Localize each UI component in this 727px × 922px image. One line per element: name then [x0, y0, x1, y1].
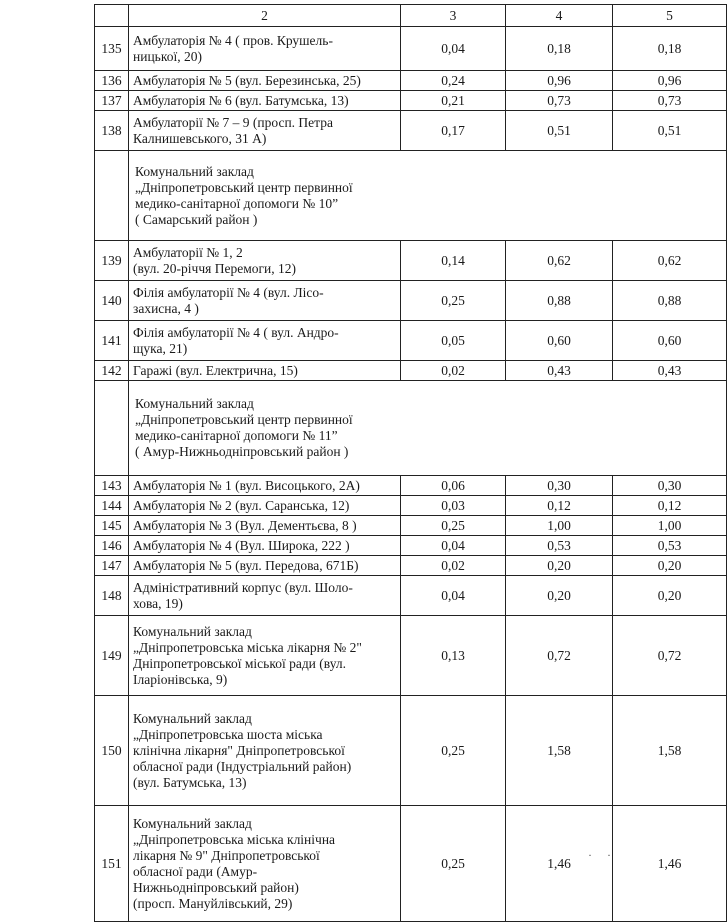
value-col-3: 0,06 [401, 476, 506, 496]
facility-name-line: „Дніпропетровська шоста міська [133, 726, 323, 742]
header-col-3: 3 [401, 5, 506, 27]
row-number: 144 [95, 496, 129, 516]
table-row [95, 576, 727, 616]
value-col-4: 0,60 [506, 321, 613, 361]
facility-name-line: Калнишевського, 31 А) [133, 130, 267, 146]
facility-name-line: Амбулаторія № 4 (Вул. Широка, 222 ) [133, 537, 350, 553]
table-row [95, 241, 727, 281]
value-col-5: 0,60 [613, 321, 727, 361]
value-col-3: 0,21 [401, 91, 506, 111]
value-col-3: 0,25 [401, 516, 506, 536]
facility-name [129, 536, 401, 556]
facility-name-line: Амбулаторія № 5 (вул. Березинська, 25) [133, 72, 361, 88]
value-col-3: 0,02 [401, 361, 506, 381]
section-title-line: ( Амур-Нижньодніпровський район ) [135, 444, 349, 459]
value-col-5: 0,88 [613, 281, 727, 321]
value-col-5: 0,30 [613, 476, 727, 496]
table-row [95, 476, 727, 496]
facility-name [129, 556, 401, 576]
row-number: 143 [95, 476, 129, 496]
facility-name-line: Амбулаторії № 1, 2 [133, 244, 243, 260]
document-sheet [94, 4, 726, 922]
facility-name-line: Філія амбулаторії № 4 ( вул. Андро- [133, 324, 339, 340]
facility-name-line: Філія амбулаторії № 4 (вул. Лісо- [133, 284, 324, 300]
facility-name-line: Амбулаторія № 5 (вул. Передова, 671Б) [133, 557, 359, 573]
value-col-3: 0,04 [401, 27, 506, 71]
table-row [95, 281, 727, 321]
row-number: 145 [95, 516, 129, 536]
value-col-4: 0,20 [506, 556, 613, 576]
value-col-5: 0,72 [613, 616, 727, 696]
value-col-3: 0,24 [401, 71, 506, 91]
value-col-3: 0,25 [401, 806, 506, 922]
facility-name [129, 71, 401, 91]
section-title-line: ( Самарський район ) [135, 211, 258, 227]
value-col-5: 0,53 [613, 536, 727, 556]
table-row [95, 361, 727, 381]
facility-table [94, 4, 727, 922]
facility-name-line: Комунальний заклад [133, 623, 252, 639]
header-col-2: 2 [129, 5, 401, 27]
value-col-4: 0,88 [506, 281, 613, 321]
table-row [95, 806, 727, 922]
value-col-5: 0,20 [613, 556, 727, 576]
facility-name-line: Амбулаторії № 7 – 9 (просп. Петра [133, 114, 333, 130]
value-col-4: 1,58 [506, 696, 613, 806]
value-col-3: 0,04 [401, 576, 506, 616]
table-row [95, 696, 727, 806]
value-col-5: 0,96 [613, 71, 727, 91]
row-number: 148 [95, 576, 129, 616]
facility-name [129, 696, 401, 806]
facility-name-line: Адміністративний корпус (вул. Шоло- [133, 579, 353, 595]
facility-name-line: Комунальний заклад [133, 815, 252, 831]
section-title-line: медико-санітарної допомоги № 11” [135, 428, 338, 443]
value-col-5: 0,18 [613, 27, 727, 71]
value-col-3: 0,25 [401, 281, 506, 321]
facility-name [129, 91, 401, 111]
row-number: 142 [95, 361, 129, 381]
section-title-line: медико-санітарної допомоги № 10” [135, 195, 339, 211]
facility-name-line: (вул. 20-річчя Перемоги, 12) [133, 260, 296, 276]
facility-name-line: клінічна лікарня" Дніпропетровської [133, 742, 345, 758]
facility-name-line: хова, 19) [133, 595, 183, 611]
row-number: 151 [95, 806, 129, 922]
table-row [95, 321, 727, 361]
section-row [95, 381, 727, 476]
section-title-line: „Дніпропетровський центр первинної [135, 179, 353, 195]
facility-name-line: Амбулаторія № 2 (вул. Саранська, 12) [133, 497, 350, 513]
section-spacer [95, 381, 129, 476]
header-row [95, 5, 727, 27]
facility-name-line: Амбулаторія № 6 (вул. Батумська, 13) [133, 92, 349, 108]
facility-name [129, 616, 401, 696]
row-number: 138 [95, 111, 129, 151]
value-col-4: 0,30 [506, 476, 613, 496]
facility-name [129, 321, 401, 361]
row-number: 147 [95, 556, 129, 576]
facility-name-line: (просп. Мануйлівський, 29) [133, 895, 293, 911]
value-col-5: 0,51 [613, 111, 727, 151]
value-col-4: 0,51 [506, 111, 613, 151]
value-col-5: 0,20 [613, 576, 727, 616]
row-number: 136 [95, 71, 129, 91]
facility-name-line: „Дніпропетровська міська клінічна [133, 831, 336, 847]
value-col-4: 1,46 [506, 806, 613, 922]
section-row [95, 151, 727, 241]
facility-name-line: Нижньодніпровський район) [133, 879, 299, 895]
table-row [95, 111, 727, 151]
row-number: 140 [95, 281, 129, 321]
row-number: 139 [95, 241, 129, 281]
value-col-4: 0,43 [506, 361, 613, 381]
header-col-1 [95, 5, 129, 27]
row-number: 146 [95, 536, 129, 556]
facility-name-line: Амбулаторія № 4 ( пров. Крушель- [133, 32, 333, 48]
row-number: 137 [95, 91, 129, 111]
section-title-line: „Дніпропетровський центр первинної [135, 412, 353, 427]
section-spacer [95, 151, 129, 241]
value-col-3: 0,25 [401, 696, 506, 806]
value-col-4: 0,72 [506, 616, 613, 696]
facility-name [129, 806, 401, 922]
table-row [95, 516, 727, 536]
facility-name-line: ницької, 20) [133, 48, 202, 64]
value-col-3: 0,03 [401, 496, 506, 516]
section-title [129, 381, 727, 476]
value-col-5: 0,12 [613, 496, 727, 516]
value-col-3: 0,04 [401, 536, 506, 556]
header-col-5: 5 [613, 5, 727, 27]
facility-name [129, 27, 401, 71]
facility-name-line: Амбулаторія № 3 (Вул. Дементьєва, 8 ) [133, 517, 357, 533]
table-row [95, 71, 727, 91]
facility-name-line: (вул. Батумська, 13) [133, 774, 247, 790]
value-col-4: 0,18 [506, 27, 613, 71]
value-col-5: 1,58 [613, 696, 727, 806]
facility-name [129, 241, 401, 281]
section-title-line: Комунальний заклад [135, 396, 254, 411]
table-row [95, 536, 727, 556]
value-col-4: 0,20 [506, 576, 613, 616]
facility-name-line: Комунальний заклад [133, 710, 252, 726]
value-col-3: 0,02 [401, 556, 506, 576]
value-col-4: 0,53 [506, 536, 613, 556]
table-row [95, 556, 727, 576]
facility-name-line: Амбулаторія № 1 (вул. Висоцького, 2А) [133, 477, 360, 493]
row-number: 149 [95, 616, 129, 696]
facility-name-line: лікарня № 9" Дніпропетровської [133, 847, 320, 863]
header-col-4: 4 [506, 5, 613, 27]
value-col-3: 0,17 [401, 111, 506, 151]
value-col-3: 0,05 [401, 321, 506, 361]
value-col-4: 0,12 [506, 496, 613, 516]
facility-name [129, 476, 401, 496]
value-col-5: 0,73 [613, 91, 727, 111]
facility-name [129, 496, 401, 516]
value-col-3: 0,14 [401, 241, 506, 281]
row-number: 141 [95, 321, 129, 361]
value-col-4: 0,96 [506, 71, 613, 91]
table-row [95, 91, 727, 111]
facility-name [129, 281, 401, 321]
facility-name-line: обласної ради (Індустріальний район) [133, 758, 352, 774]
facility-name [129, 111, 401, 151]
facility-name-line: обласної ради (Амур- [133, 863, 258, 879]
facility-name-line: Гаражі (вул. Електрична, 15) [133, 362, 298, 378]
facility-name [129, 516, 401, 536]
section-title-line: Комунальний заклад [135, 163, 254, 179]
facility-name [129, 361, 401, 381]
value-col-4: 1,00 [506, 516, 613, 536]
table-row [95, 496, 727, 516]
facility-name [129, 576, 401, 616]
section-title [129, 151, 727, 241]
value-col-5: 1,00 [613, 516, 727, 536]
value-col-4: 0,62 [506, 241, 613, 281]
margin-marks: · · [588, 848, 617, 862]
value-col-3: 0,13 [401, 616, 506, 696]
facility-name-line: „Дніпропетровська міська лікарня № 2" [133, 639, 362, 655]
table-row [95, 27, 727, 71]
value-col-4: 0,73 [506, 91, 613, 111]
row-number: 150 [95, 696, 129, 806]
facility-name-line: захисна, 4 ) [133, 300, 199, 316]
value-col-5: 0,43 [613, 361, 727, 381]
facility-name-line: щука, 21) [133, 340, 188, 356]
table-row [95, 616, 727, 696]
value-col-5: 1,46 [613, 806, 727, 922]
facility-name-line: Іларіонівська, 9) [133, 671, 228, 687]
value-col-5: 0,62 [613, 241, 727, 281]
facility-name-line: Дніпропетровської міської ради (вул. [133, 655, 346, 671]
row-number: 135 [95, 27, 129, 71]
